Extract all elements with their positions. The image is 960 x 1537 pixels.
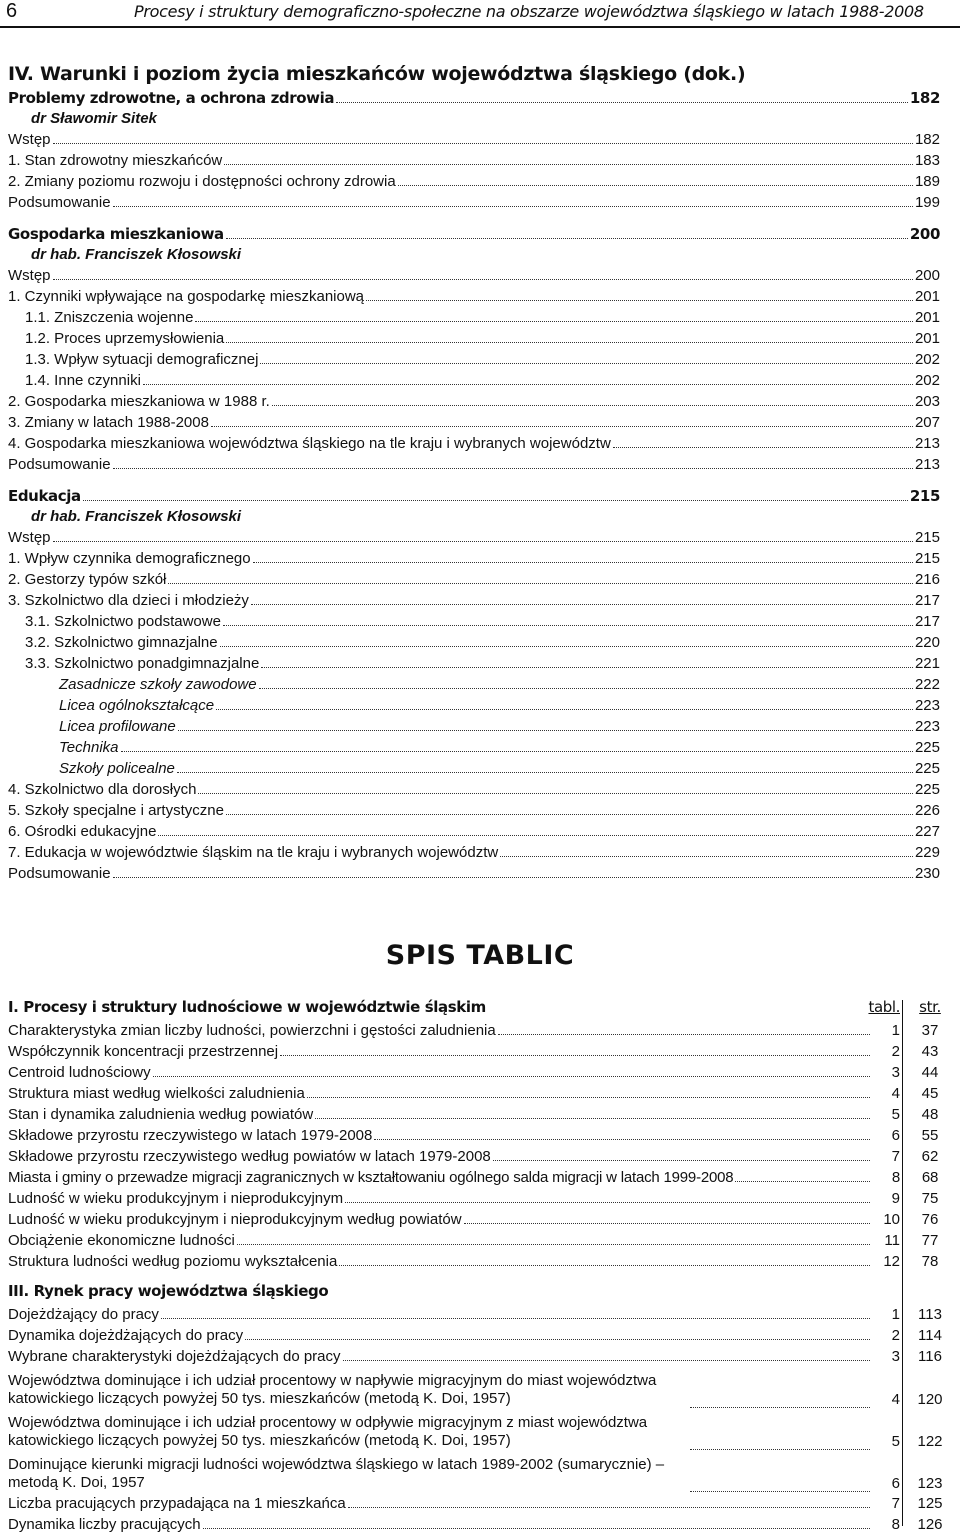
leader-dots [143, 374, 913, 385]
header-rule [0, 26, 960, 28]
toc-entry[interactable] [8, 194, 940, 215]
toc-entry[interactable] [8, 823, 940, 844]
toc-entry[interactable] [8, 330, 940, 351]
toc-entry-text: 4. Szkolnictwo dla dorosłych [8, 781, 197, 798]
table-number: 12 [883, 1253, 900, 1270]
leader-dots [493, 1150, 870, 1161]
table-entry-text: Miasta i gminy o przewadze migracji zagranicznych w kształtowaniu ogólnego salda migracji w latach 1999-2008 [8, 1169, 734, 1186]
toc-page: 220 [914, 634, 940, 651]
table-page: 37 [921, 1022, 939, 1039]
leader-dots [153, 1066, 870, 1077]
leader-dots [113, 458, 913, 469]
toc-author: dr Sławomir Sitek [31, 110, 157, 127]
toc-page: 230 [914, 865, 940, 882]
leader-dots [224, 154, 913, 165]
leader-dots [261, 657, 913, 668]
toc-page: 225 [914, 781, 940, 798]
table-entry[interactable] [8, 1348, 952, 1369]
toc-entry-text: 7. Edukacja w województwie śląskim na tle kraju i wybranych województw [8, 844, 499, 861]
table-page: 48 [921, 1106, 939, 1123]
table-group-heading [8, 1282, 952, 1306]
leader-dots [690, 1439, 870, 1450]
table-entry-text: Struktura ludności według poziomu wykształcenia [8, 1253, 338, 1270]
toc-page: 222 [914, 676, 940, 693]
toc-entry-text: Wstęp [8, 131, 51, 148]
leader-dots [220, 636, 913, 647]
leader-dots [336, 92, 908, 103]
table-entry[interactable] [8, 1453, 952, 1495]
list-of-tables [8, 998, 952, 1537]
toc-author: dr hab. Franciszek Kłosowski [31, 246, 242, 263]
table-number: 5 [891, 1433, 900, 1450]
toc-page: 201 [914, 288, 940, 305]
group-title: I. Procesy i struktury ludnościowe w województwie śląskim [8, 998, 486, 1016]
leader-dots [280, 1045, 870, 1056]
leader-dots [83, 490, 908, 501]
table-entry[interactable] [8, 1306, 952, 1327]
toc-page: 202 [914, 372, 940, 389]
table-entry[interactable] [8, 1232, 952, 1253]
toc-page: 223 [914, 697, 940, 714]
toc-page: 215 [914, 550, 940, 567]
table-entry-text: Dominujące kierunki migracji ludności województwa śląskiego w latach 1989-2002 (sumarycznie) – metodą K. Doi, 1957 [8, 1456, 665, 1491]
table-number: 1 [891, 1306, 900, 1323]
table-number: 8 [891, 1516, 900, 1533]
table-page: 44 [921, 1064, 939, 1081]
table-page: 116 [918, 1348, 942, 1365]
toc-entry[interactable] [8, 760, 940, 781]
table-number: 6 [891, 1475, 900, 1492]
leader-dots [500, 846, 913, 857]
toc-entry[interactable] [8, 435, 940, 456]
toc-entry[interactable] [8, 865, 940, 886]
toc-entry-text: Wstęp [8, 529, 51, 546]
table-number: 8 [891, 1169, 900, 1186]
table-entry[interactable] [8, 1516, 952, 1537]
toc-entry[interactable] [8, 718, 940, 739]
table-entry[interactable] [8, 1211, 952, 1232]
toc-section-title: Edukacja [8, 487, 81, 505]
toc-page: 200 [909, 225, 940, 243]
toc-entry[interactable] [8, 529, 940, 550]
toc-entry-text: 3. Szkolnictwo dla dzieci i młodzieży [8, 592, 249, 609]
toc-entry-text: 5. Szkoły specjalne i artystyczne [8, 802, 224, 819]
toc-entry[interactable] [8, 571, 940, 592]
table-entry-text: Ludność w wieku produkcyjnym i nieprodukcyjnym [8, 1190, 344, 1207]
table-entry[interactable] [8, 1169, 952, 1190]
table-number: 3 [891, 1064, 900, 1081]
leader-dots [260, 353, 913, 364]
toc-entry[interactable] [8, 613, 940, 634]
leader-dots [315, 1108, 870, 1119]
col-str-header: str. [919, 998, 941, 1016]
table-page: 77 [921, 1232, 939, 1249]
table-entry[interactable] [8, 1064, 952, 1085]
toc-entry-text: Podsumowanie [8, 456, 111, 473]
toc-entry-text: Licea profilowane [59, 718, 176, 735]
toc-entry-text: 1. Czynniki wpływające na gospodarkę mieszkaniową [8, 288, 365, 305]
toc-section[interactable] [8, 89, 940, 110]
table-number: 11 [884, 1232, 900, 1249]
table-page: 125 [917, 1495, 943, 1512]
table-page: 123 [917, 1475, 943, 1492]
table-entry[interactable] [8, 1085, 952, 1106]
leader-dots [259, 678, 913, 689]
toc-entry-text: 1.3. Wpływ sytuacji demograficznej [25, 351, 259, 368]
table-entry[interactable] [8, 1411, 952, 1453]
table-number: 3 [891, 1348, 900, 1365]
toc-entry[interactable] [8, 802, 940, 823]
table-number: 9 [891, 1190, 900, 1207]
toc-entry-text: 3. Zmiany w latach 1988-2008 [8, 414, 209, 431]
toc-entry[interactable] [8, 844, 940, 865]
table-entry[interactable] [8, 1190, 952, 1211]
leader-dots [613, 437, 913, 448]
table-number: 1 [891, 1022, 900, 1039]
leader-dots [245, 1329, 870, 1340]
toc-page: 217 [914, 592, 940, 609]
leader-dots [226, 332, 913, 343]
leader-dots [464, 1213, 870, 1224]
leader-dots [203, 1518, 870, 1529]
toc-page: 213 [914, 435, 940, 452]
leader-dots [498, 1024, 870, 1035]
toc-entry-text: Licea ogólnokształcące [59, 697, 215, 714]
leader-dots [216, 699, 913, 710]
toc-entry-text: 2. Zmiany poziomu rozwoju i dostępności ochrony zdrowia [8, 173, 396, 190]
leader-dots [253, 552, 913, 563]
toc-section-title: Gospodarka mieszkaniowa [8, 225, 224, 243]
table-entry-text: Dojeżdżający do pracy [8, 1306, 159, 1323]
table-page: 55 [921, 1127, 939, 1144]
toc-page: 221 [914, 655, 940, 672]
toc-page: 215 [909, 487, 940, 505]
table-entry[interactable] [8, 1327, 952, 1348]
table-group-heading [8, 998, 952, 1022]
page-header [0, 0, 960, 26]
leader-dots [307, 1087, 870, 1098]
leader-dots [121, 741, 913, 752]
toc-entry-text: Wstęp [8, 267, 51, 284]
leader-dots [272, 395, 913, 406]
toc-entry-text: Zasadnicze szkoły zawodowe [59, 676, 257, 693]
toc-entry[interactable] [8, 634, 940, 655]
table-entry[interactable] [8, 1022, 952, 1043]
toc-page: 182 [914, 131, 940, 148]
table-entry[interactable] [8, 1127, 952, 1148]
table-entry-text: Centroid ludnościowy [8, 1064, 151, 1081]
leader-dots [168, 573, 913, 584]
toc-page: 225 [914, 760, 940, 777]
table-number: 4 [891, 1391, 900, 1408]
table-entry[interactable] [8, 1043, 952, 1064]
toc-entry[interactable] [8, 456, 940, 477]
toc-entry-text: 1.1. Zniszczenia wojenne [25, 309, 194, 326]
chapter-heading: IV. Warunki i poziom życia mieszkańców województwa śląskiego (dok.) [8, 63, 746, 85]
table-page: 114 [918, 1327, 942, 1344]
toc-author: dr hab. Franciszek Kłosowski [31, 508, 242, 525]
leader-dots [366, 290, 913, 301]
leader-dots [177, 762, 913, 773]
toc-page: 200 [914, 267, 940, 284]
toc-page: 182 [909, 89, 940, 107]
toc-entry-text: 1.2. Proces uprzemysłowienia [25, 330, 225, 347]
leader-dots [226, 804, 913, 815]
toc-page: 203 [914, 393, 940, 410]
leader-dots [158, 825, 913, 836]
table-page: 76 [921, 1211, 939, 1228]
table-page: 120 [917, 1391, 943, 1408]
toc-page: 183 [914, 152, 940, 169]
leader-dots [53, 133, 913, 144]
leader-dots [211, 416, 913, 427]
toc-entry-text: 3.1. Szkolnictwo podstawowe [25, 613, 221, 630]
toc-section[interactable] [8, 225, 940, 246]
leader-dots [223, 615, 913, 626]
table-page: 122 [917, 1433, 943, 1450]
table-number: 7 [891, 1495, 900, 1512]
leader-dots [195, 311, 913, 322]
table-page: 43 [921, 1043, 939, 1060]
table-entry[interactable] [8, 1495, 952, 1516]
table-entry-text: Stan i dynamika zaludnienia według powiatów [8, 1106, 314, 1123]
toc-entry[interactable] [8, 131, 940, 152]
toc-entry-text: 1. Stan zdrowotny mieszkańców [8, 152, 223, 169]
toc-entry-text: 2. Gestorzy typów szkół [8, 571, 167, 588]
toc-entry-text: 4. Gospodarka mieszkaniowa województwa śląskiego na tle kraju i wybranych województw [8, 435, 611, 452]
leader-dots [398, 175, 913, 186]
running-title: Procesy i struktury demograficzno-społeczne na obszarze województwa śląskiego w latach 1988-2008 [134, 2, 924, 21]
table-page: 78 [921, 1253, 939, 1270]
leader-dots [53, 269, 913, 280]
toc-page: 201 [914, 309, 940, 326]
table-entry-text: Współczynnik koncentracji przestrzennej [8, 1043, 279, 1060]
toc-entry[interactable] [8, 739, 940, 760]
toc-entry[interactable] [8, 781, 940, 802]
toc-entry[interactable] [8, 309, 940, 330]
table-number: 2 [891, 1327, 900, 1344]
toc-entry[interactable] [8, 550, 940, 571]
toc-entry-text: 6. Ośrodki edukacyjne [8, 823, 157, 840]
table-entry[interactable] [8, 1253, 952, 1274]
table-entry-text: Składowe przyrostu rzeczywistego według powiatów w latach 1979-2008 [8, 1148, 491, 1165]
table-entry-text: Ludność w wieku produkcyjnym i nieprodukcyjnym według powiatów [8, 1211, 462, 1228]
toc-page: 227 [914, 823, 940, 840]
toc-page: 217 [914, 613, 940, 630]
table-entry-text: Obciążenie ekonomiczne ludności [8, 1232, 235, 1249]
table-page: 75 [921, 1190, 939, 1207]
toc-entry-text: 2. Gospodarka mieszkaniowa w 1988 r. [8, 393, 270, 410]
leader-dots [343, 1350, 870, 1361]
toc-entry-text: 3.2. Szkolnictwo gimnazjalne [25, 634, 218, 651]
table-page: 126 [917, 1516, 943, 1533]
table-entry-text: Struktura miast według wielkości zaludnienia [8, 1085, 305, 1102]
table-of-contents [8, 63, 940, 886]
toc-entry-text: Podsumowanie [8, 194, 111, 211]
toc-page: 215 [914, 529, 940, 546]
toc-page: 225 [914, 739, 940, 756]
toc-entry[interactable] [8, 173, 940, 194]
table-entry-text: Dynamika dojeżdżających do pracy [8, 1327, 244, 1344]
toc-page: 223 [914, 718, 940, 735]
leader-dots [53, 531, 913, 542]
toc-page: 207 [914, 414, 940, 431]
table-page: 68 [921, 1169, 939, 1186]
toc-page: 226 [914, 802, 940, 819]
table-number: 4 [891, 1085, 900, 1102]
toc-page: 229 [914, 844, 940, 861]
toc-page: 201 [914, 330, 940, 347]
table-number: 10 [883, 1211, 900, 1228]
toc-entry[interactable] [8, 351, 940, 372]
table-page: 113 [918, 1306, 942, 1323]
toc-entry[interactable] [8, 592, 940, 613]
toc-entry[interactable] [8, 372, 940, 393]
toc-entry[interactable] [8, 288, 940, 309]
table-entry-text: Województwa dominujące i ich udział procentowy w napływie migracyjnym do miast województwa katowickiego liczących powyżej 50 tys. mieszkańców (metodą K. Doi, 1957) [8, 1372, 657, 1407]
toc-page: 216 [914, 571, 940, 588]
leader-dots [226, 228, 908, 239]
toc-entry[interactable] [8, 697, 940, 718]
toc-section[interactable] [8, 487, 940, 508]
table-number: 2 [891, 1043, 900, 1060]
toc-page: 202 [914, 351, 940, 368]
leader-dots [251, 594, 913, 605]
table-entry-text: Województwa dominujące i ich udział procentowy w odpływie migracyjnym z miast województwa katowickiego liczących powyżej 50 tys. mieszkańców (metodą K. Doi, 1957) [8, 1414, 648, 1449]
table-entry[interactable] [8, 1106, 952, 1127]
table-entry-text: Wybrane charakterystyki dojeżdżających do pracy [8, 1348, 341, 1365]
col-tabl-header: tabl. [868, 998, 900, 1016]
toc-entry-text: Szkoły policealne [59, 760, 175, 777]
table-entry[interactable] [8, 1369, 952, 1411]
toc-section-title: Problemy zdrowotne, a ochrona zdrowia [8, 89, 335, 107]
list-of-tables-title: SPIS TABLIC [385, 940, 575, 971]
leader-dots [161, 1308, 870, 1319]
leader-dots [113, 196, 913, 207]
leader-dots [690, 1397, 870, 1408]
toc-page: 199 [914, 194, 940, 211]
toc-entry[interactable] [8, 655, 940, 676]
leader-dots [113, 867, 913, 878]
leader-dots [237, 1234, 870, 1245]
toc-entry-text: 1. Wpływ czynnika demograficznego [8, 550, 251, 567]
toc-page: 189 [914, 173, 940, 190]
table-number: 6 [891, 1127, 900, 1144]
leader-dots [690, 1481, 870, 1492]
group-title: III. Rynek pracy województwa śląskiego [8, 1282, 329, 1300]
table-page: 62 [921, 1148, 939, 1165]
toc-entry[interactable] [8, 393, 940, 414]
table-entry[interactable] [8, 1148, 952, 1169]
table-entry-text: Liczba pracujących przypadająca na 1 mieszkańca [8, 1495, 346, 1512]
leader-dots [374, 1129, 870, 1140]
toc-entry-text: Technika [59, 739, 119, 756]
toc-page: 213 [914, 456, 940, 473]
leader-dots [198, 783, 913, 794]
table-entry-text: Dynamika liczby pracujących [8, 1516, 201, 1533]
table-entry-text: Składowe przyrostu rzeczywistego w latach 1979-2008 [8, 1127, 373, 1144]
toc-entry[interactable] [8, 414, 940, 435]
table-page: 45 [921, 1085, 939, 1102]
toc-entry-text: Podsumowanie [8, 865, 111, 882]
toc-entry[interactable] [8, 676, 940, 697]
leader-dots [178, 720, 913, 731]
toc-entry-text: 3.3. Szkolnictwo ponadgimnazjalne [25, 655, 260, 672]
leader-dots [735, 1171, 870, 1182]
toc-entry[interactable] [8, 152, 940, 173]
leader-dots [348, 1497, 870, 1508]
toc-entry[interactable] [8, 267, 940, 288]
leader-dots [345, 1192, 870, 1203]
toc-entry-text: 1.4. Inne czynniki [25, 372, 141, 389]
leader-dots [339, 1255, 870, 1266]
table-number: 5 [891, 1106, 900, 1123]
table-number: 7 [891, 1148, 900, 1165]
page-number: 6 [6, 0, 18, 22]
table-entry-text: Charakterystyka zmian liczby ludności, powierzchni i gęstości zaludnienia [8, 1022, 496, 1039]
